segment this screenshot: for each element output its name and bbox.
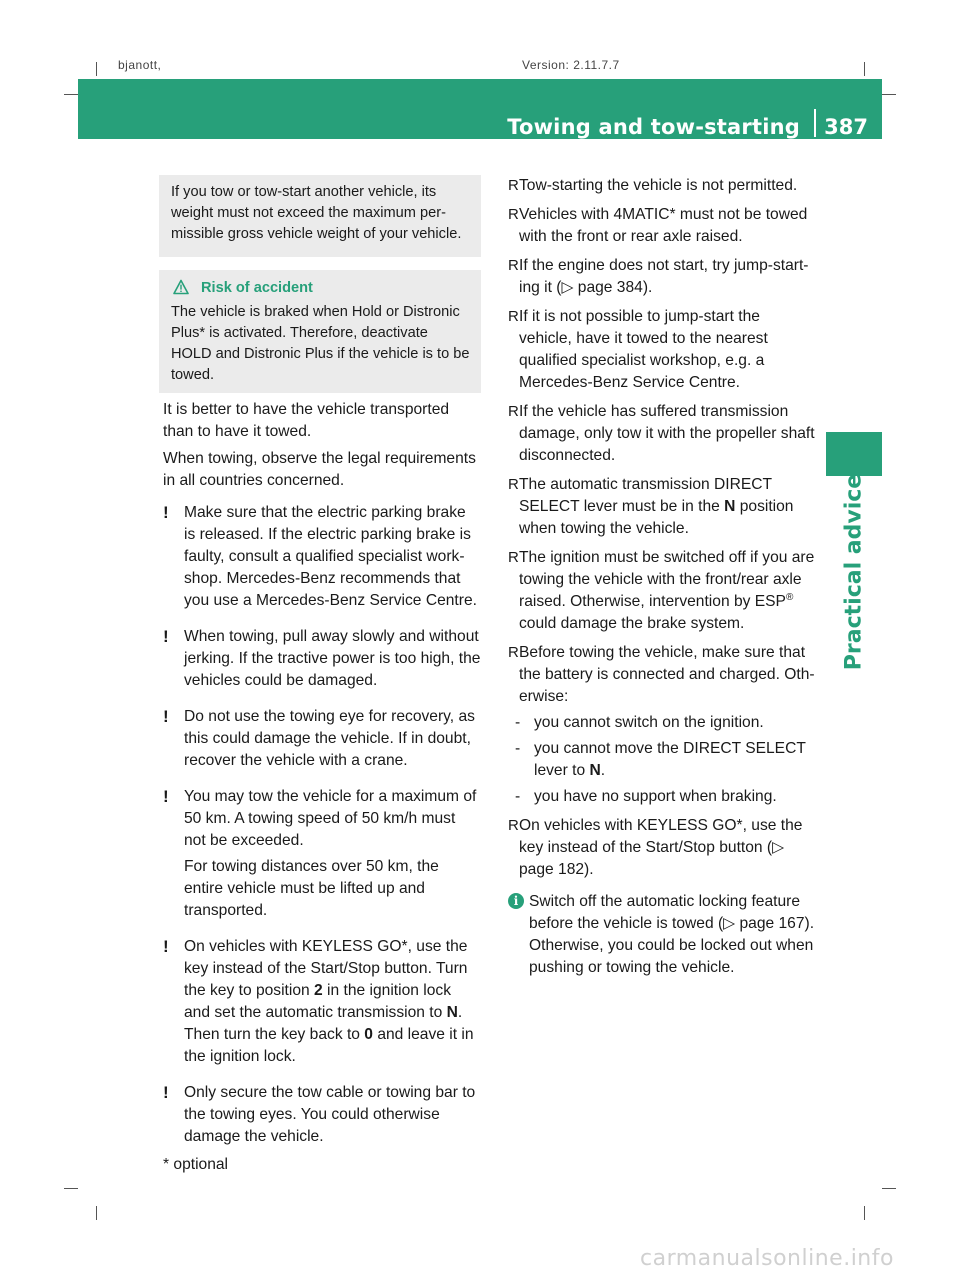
header-divider [814,109,816,137]
crop-mark [64,94,78,95]
watermark: carmanualsonline.info [640,1246,894,1271]
note-box [159,175,481,257]
warning-box [159,270,481,393]
notice-subtext: For towing distances over 50 km, the entire vehicle must be lifted up and transported. [184,858,439,919]
exclamation-icon: ! [163,787,169,806]
crop-mark [96,62,97,76]
dash-marker: - [515,740,521,757]
dash-marker: - [515,714,521,731]
crop-mark [864,1206,865,1220]
footnote: * optional [163,1156,229,1173]
bullet-item: R Vehicles with 4MATIC* must not be towed with the front or rear axle raised. [508,206,808,245]
notice-item [163,706,481,772]
page-reference-link[interactable]: If the engine does not start, try jump-starting it (▷ page 384). [519,257,809,296]
chapter-tab-marker [826,432,882,476]
crop-mark [882,94,896,95]
bullet-marker: R [508,549,519,566]
bullet-item: R The ignition must be switched off if you are towing the vehicle with the front/rear axle raised. Otherwise, intervention by ESP® could damage the brake system. [508,549,815,632]
bullet-marker: R [508,817,519,834]
bullet-item [508,255,816,299]
exclamation-icon: ! [163,937,169,956]
bullet-marker: R [508,206,519,223]
bullet-item: R Before towing the vehicle, make sure that the battery is connected and charged. Otherwise: [508,644,815,705]
warning-title-text: Risk of accident [201,280,313,296]
bullet-item [508,815,816,881]
notice-item [163,786,481,922]
print-header-left: bjanott, [118,58,162,72]
bullet-marker: R [508,177,519,194]
bullet-marker: R [508,644,519,661]
notice-text: Only secure the tow cable or towing bar to the towing eyes. You could otherwise damage the vehicle. [184,1084,476,1145]
bullet-item: R If the vehicle has suffered transmission damage, only tow it with the propeller shaft disconnected. [508,403,815,464]
crop-mark [864,62,865,76]
sub-list-item: - you cannot switch on the ignition. [508,712,816,734]
left-column [163,175,481,1162]
print-header-right: Version: 2.11.7.7 [522,58,620,72]
right-column [508,175,816,979]
notice-text: Make sure that the electric parking brake is released. If the electric parking brake is faulty, consult a qualified specialist workshop. Mercedes-Benz recommends that you use a Mercedes-Benz Service Centre. [184,504,477,609]
notice-item [163,626,481,692]
warning-title [201,278,471,299]
crop-mark [882,1188,896,1189]
sub-list-item: - you have no support when braking. [508,786,816,808]
bullet-item: R The automatic transmission DIRECT SELECT lever must be in the N position when towing the vehicle. [508,476,794,537]
note-box-text: If you tow or tow-start another vehicle, its weight must not exceed the maximum permissible gross vehicle weight of your vehicle. [171,184,462,242]
section-header [78,79,882,139]
paragraph: When towing, observe the legal requirements in all countries concerned. [163,450,476,489]
bullet-marker: R [508,257,519,274]
bullet-marker: R [508,403,519,420]
info-icon: i [508,893,524,909]
dash-marker: - [515,788,521,805]
crop-mark [64,1188,78,1189]
notice-item [163,1082,481,1148]
exclamation-icon: ! [163,1083,169,1102]
info-note [508,891,816,979]
notice-text: On vehicles with KEYLESS GO*, use the key instead of the Start/Stop button. Turn the key to position 2 in the ignition lock and set the automatic transmission to N. Then turn the key back to 0 and leave it in the ignition lock. [184,938,474,1065]
bullet-marker: R [508,308,519,325]
exclamation-icon: ! [163,707,169,726]
page-reference-link[interactable]: On vehicles with KEYLESS GO*, use the key instead of the Start/Stop button (▷ page 182). [519,817,803,878]
chapter-label [828,473,880,671]
page-number: 387 [824,115,868,139]
notice-text: Do not use the towing eye for recovery, as this could damage the vehicle. If in doubt, recover the vehicle with a crane. [184,708,475,769]
section-title: Towing and tow-starting [507,115,800,139]
exclamation-icon: ! [163,627,169,646]
notice-item [163,502,481,612]
notice-text: You may tow the vehicle for a maximum of 50 km. A towing speed of 50 km/h must not be exceeded. [184,788,477,849]
bullet-item: R Tow-starting the vehicle is not permitted. [508,175,816,197]
paragraph: It is better to have the vehicle transported than to have it towed. [163,401,450,440]
exclamation-icon: ! [163,503,169,522]
sub-list-item: - you cannot move the DIRECT SELECT lever to N. [515,740,806,779]
bullet-item: R If it is not possible to jump-start the vehicle, have it towed to the nearest qualified specialist workshop, e.g. a Mercedes-Benz Service Centre. [508,308,768,391]
notice-text: When towing, pull away slowly and without jerking. If the tractive power is too high, the vehicles could be damaged. [184,628,481,689]
crop-mark [96,1206,97,1220]
bullet-marker: R [508,476,519,493]
notice-item [163,936,481,1068]
warning-triangle-icon [173,279,189,295]
warning-text: The vehicle is braked when Hold or Distronic Plus* is activated. Therefore, deactivate HOLD and Distronic Plus if the vehicle is to be towed. [171,304,470,383]
info-text: Switch off the automatic locking feature before the vehicle is towed (▷ page 167). Otherwise, you could be locked out when pushing or towing the vehicle. [529,893,815,976]
chapter-label-text: Practical advice [841,473,867,671]
